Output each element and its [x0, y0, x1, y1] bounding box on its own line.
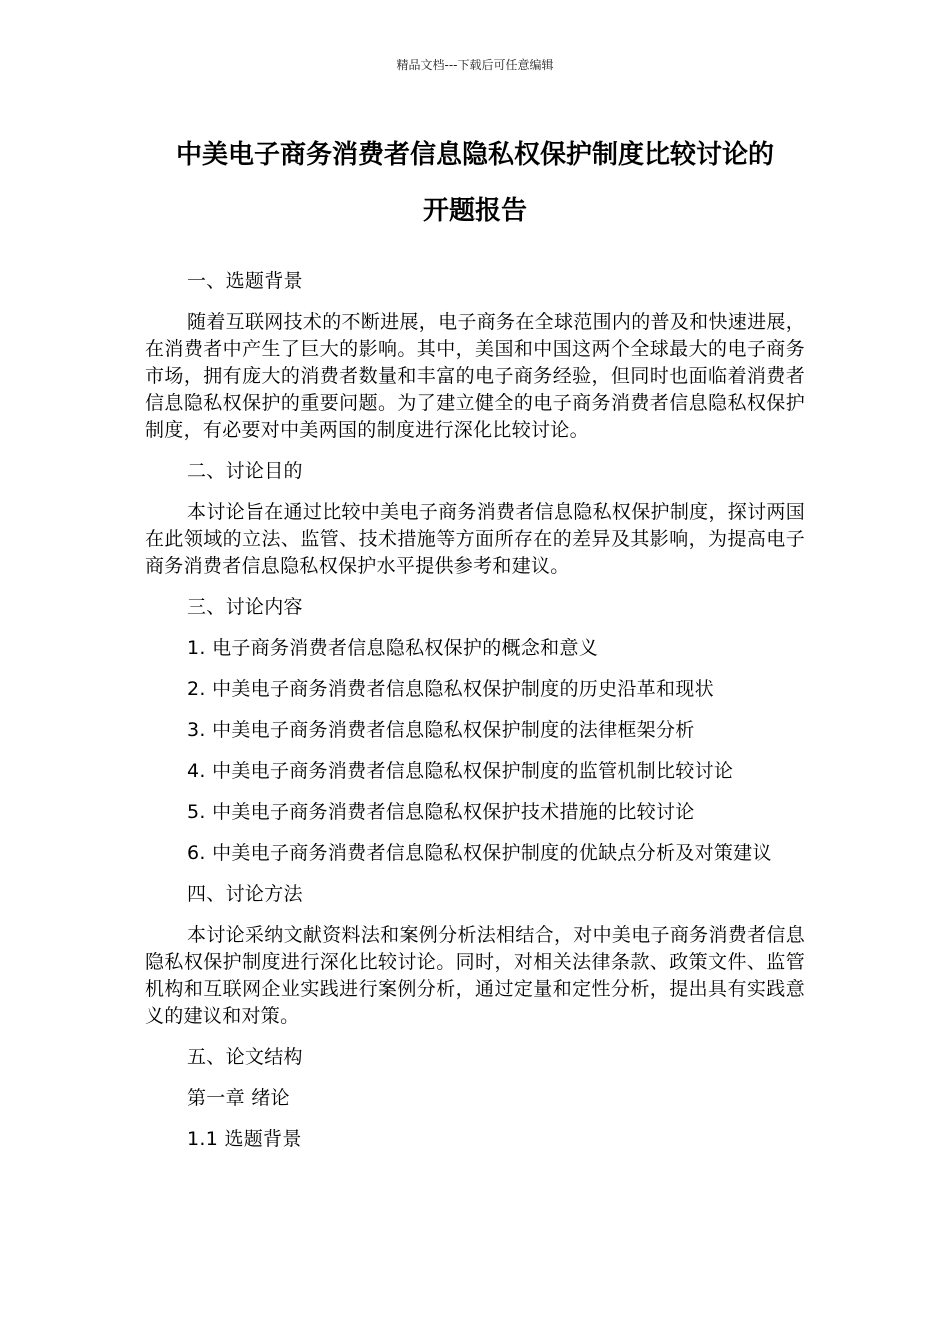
- paragraph-method: 本讨论采纳文献资料法和案例分析法相结合，对中美电子商务消费者信息隐私权保护制度进行深化比较讨论。同时，对相关法律条款、政策文件、监管机构和互联网企业实践进行案例分析，通过定量和定性分析，提出具有实践意义的建议和对策。: [145, 924, 805, 1027]
- document-body: [145, 268, 805, 1167]
- subsection-heading: 1.1 选题背景: [187, 1128, 302, 1150]
- content-list-item: 5. 中美电子商务消费者信息隐私权保护技术措施的比较讨论: [187, 801, 695, 823]
- section-heading-method: 四、讨论方法: [187, 883, 303, 905]
- content-list-item: 4. 中美电子商务消费者信息隐私权保护制度的监管机制比较讨论: [187, 760, 734, 782]
- document-title-line-2: 开题报告: [422, 196, 527, 226]
- section-heading-background: 一、选题背景: [187, 270, 303, 292]
- section-heading-purpose: 二、讨论目的: [187, 460, 303, 482]
- content-list-item: 2. 中美电子商务消费者信息隐私权保护制度的历史沿革和现状: [187, 678, 714, 700]
- content-list-item: 3. 中美电子商务消费者信息隐私权保护制度的法律框架分析: [187, 719, 695, 741]
- section-heading-content: 三、讨论内容: [187, 596, 303, 618]
- page-header-note: 精品文档---下载后可任意编辑: [396, 58, 554, 72]
- chapter-heading: 第一章 绪论: [187, 1087, 290, 1109]
- document-title-line-1: 中美电子商务消费者信息隐私权保护制度比较讨论的: [175, 140, 774, 170]
- paragraph-purpose: 本讨论旨在通过比较中美电子商务消费者信息隐私权保护制度，探讨两国在此领域的立法、监管、技术措施等方面所存在的差异及其影响，为提高电子商务消费者信息隐私权保护水平提供参考和建议。: [145, 501, 805, 577]
- content-list-item: 1. 电子商务消费者信息隐私权保护的概念和意义: [187, 637, 599, 659]
- section-heading-structure: 五、论文结构: [187, 1046, 303, 1068]
- paragraph-background: 随着互联网技术的不断进展，电子商务在全球范围内的普及和快速进展，在消费者中产生了巨大的影响。其中，美国和中国这两个全球最大的电子商务市场，拥有庞大的消费者数量和丰富的电子商务经验，但同时也面临着消费者信息隐私权保护的重要问题。为了建立健全的电子商务消费者信息隐私权保护制度，有必要对中美两国的制度进行深化比较讨论。: [145, 311, 805, 441]
- content-list-item: 6. 中美电子商务消费者信息隐私权保护制度的优缺点分析及对策建议: [187, 842, 772, 864]
